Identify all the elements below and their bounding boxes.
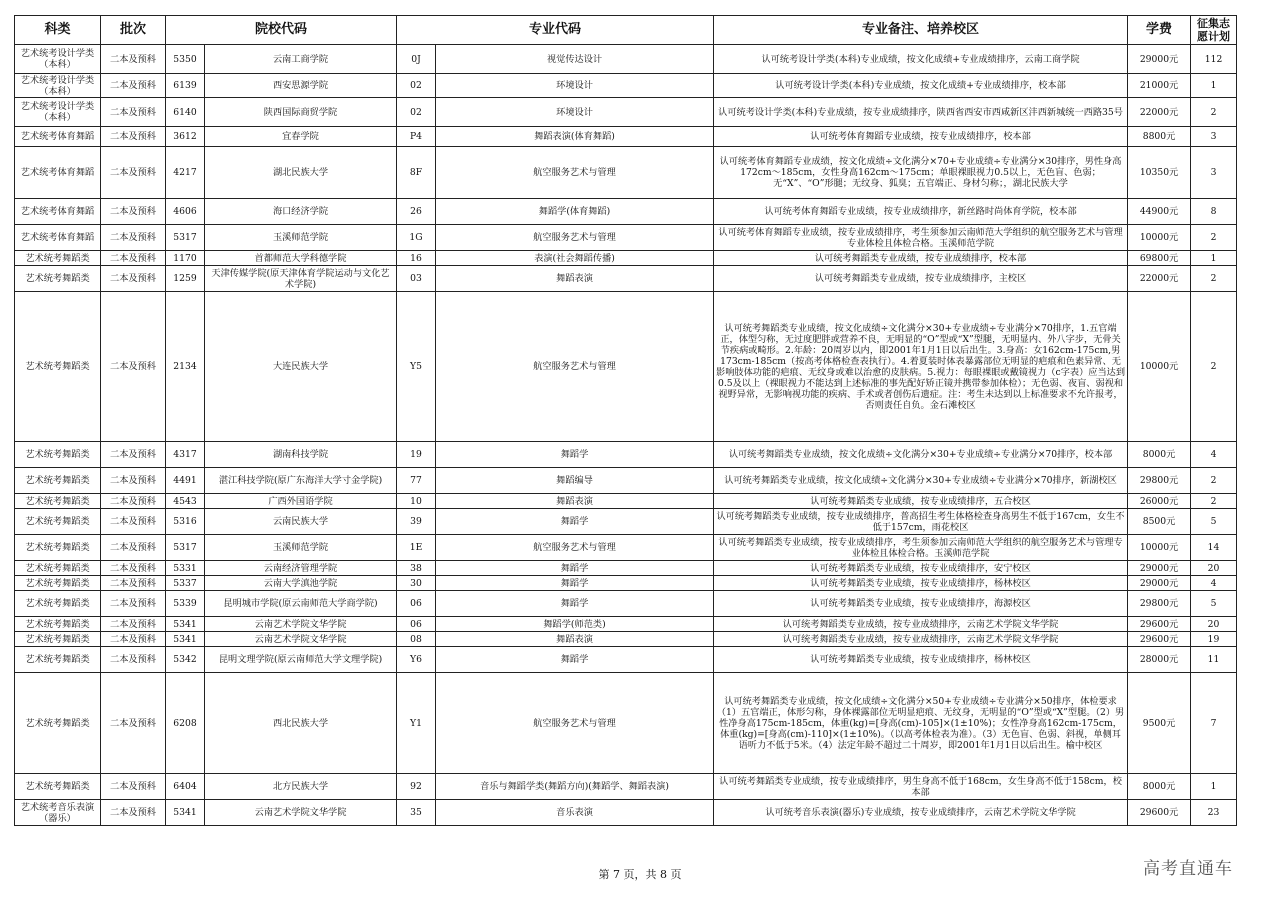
cell-batch: 二本及预科 — [101, 576, 166, 591]
cell-batch: 二本及预科 — [101, 292, 166, 442]
cell-category: 艺术统考舞蹈类 — [15, 617, 101, 632]
table-row — [15, 632, 1237, 647]
cell-school-name: 宜春学院 — [205, 127, 397, 147]
cell-category: 艺术统考舞蹈类 — [15, 632, 101, 647]
table-row — [15, 535, 1237, 561]
cell-major-code: 03 — [397, 266, 436, 292]
cell-fee: 29600元 — [1128, 800, 1191, 826]
cell-major-name: 舞蹈学 — [436, 442, 714, 468]
cell-batch: 二本及预科 — [101, 647, 166, 673]
cell-notes: 认可统考舞蹈类专业成绩，按文化成绩÷文化满分×30+专业成绩÷专业满分×70排序，新湖校区 — [714, 468, 1128, 494]
cell-plan: 1 — [1191, 251, 1237, 266]
cell-category: 艺术统考舞蹈类 — [15, 494, 101, 509]
cell-major-name: 舞蹈学(师范类) — [436, 617, 714, 632]
admission-table — [14, 15, 1237, 826]
cell-school-name: 西北民族大学 — [205, 673, 397, 774]
cell-batch: 二本及预科 — [101, 617, 166, 632]
cell-school-name: 玉溪师范学院 — [205, 535, 397, 561]
header-school-code: 院校代码 — [166, 16, 397, 45]
cell-fee: 10000元 — [1128, 225, 1191, 251]
table-row — [15, 266, 1237, 292]
cell-school-name: 天津传媒学院(原天津体育学院运动与文化艺术学院) — [205, 266, 397, 292]
cell-school-code: 5339 — [166, 591, 205, 617]
cell-batch: 二本及预科 — [101, 509, 166, 535]
cell-notes: 认可统考舞蹈类专业成绩，按专业成绩排序，安宁校区 — [714, 561, 1128, 576]
cell-school-name: 首都师范大学科德学院 — [205, 251, 397, 266]
cell-batch: 二本及预科 — [101, 494, 166, 509]
cell-major-code: 08 — [397, 632, 436, 647]
cell-plan: 1 — [1191, 774, 1237, 800]
cell-major-code: Y6 — [397, 647, 436, 673]
cell-school-code: 1259 — [166, 266, 205, 292]
cell-batch: 二本及预科 — [101, 199, 166, 225]
table-row — [15, 774, 1237, 800]
cell-major-code: Y5 — [397, 292, 436, 442]
cell-notes: 认可统考舞蹈类专业成绩，按专业成绩排序，主校区 — [714, 266, 1128, 292]
cell-fee: 8000元 — [1128, 774, 1191, 800]
cell-school-code: 5350 — [166, 45, 205, 74]
cell-school-code: 1170 — [166, 251, 205, 266]
cell-major-code: 1E — [397, 535, 436, 561]
cell-school-code: 5341 — [166, 632, 205, 647]
cell-notes: 认可统考舞蹈类专业成绩，按专业成绩排序，五合校区 — [714, 494, 1128, 509]
cell-fee: 29600元 — [1128, 632, 1191, 647]
header-major-code: 专业代码 — [397, 16, 714, 45]
cell-major-code: 26 — [397, 199, 436, 225]
header-fee: 学费 — [1128, 16, 1191, 45]
cell-batch: 二本及预科 — [101, 774, 166, 800]
cell-major-code: 10 — [397, 494, 436, 509]
cell-fee: 10000元 — [1128, 292, 1191, 442]
cell-fee: 28000元 — [1128, 647, 1191, 673]
cell-notes: 认可统考体育舞蹈专业成绩，按专业成绩排序，新丝路时尚体育学院，校本部 — [714, 199, 1128, 225]
cell-category: 艺术统考体育舞蹈 — [15, 199, 101, 225]
page-footer: 第 7 页，共 8 页 — [598, 868, 682, 881]
cell-major-code: 38 — [397, 561, 436, 576]
cell-plan: 2 — [1191, 266, 1237, 292]
cell-fee: 10350元 — [1128, 147, 1191, 199]
table-row — [15, 468, 1237, 494]
table-row — [15, 98, 1237, 127]
cell-school-name: 海口经济学院 — [205, 199, 397, 225]
cell-batch: 二本及预科 — [101, 98, 166, 127]
cell-category: 艺术统考设计学类（本科） — [15, 98, 101, 127]
cell-school-code: 5341 — [166, 617, 205, 632]
table-row — [15, 673, 1237, 774]
cell-major-name: 航空服务艺术与管理 — [436, 292, 714, 442]
table-row — [15, 617, 1237, 632]
table-row — [15, 74, 1237, 98]
cell-notes: 认可统考音乐表演(器乐)专业成绩，按专业成绩排序，云南艺术学院文华学院 — [714, 800, 1128, 826]
cell-major-name: 舞蹈学 — [436, 561, 714, 576]
cell-school-name: 云南艺术学院文华学院 — [205, 632, 397, 647]
cell-category: 艺术统考舞蹈类 — [15, 561, 101, 576]
cell-plan: 5 — [1191, 509, 1237, 535]
cell-category: 艺术统考舞蹈类 — [15, 266, 101, 292]
cell-school-code: 3612 — [166, 127, 205, 147]
cell-category: 艺术统考体育舞蹈 — [15, 127, 101, 147]
cell-notes: 认可统考体育舞蹈专业成绩，按专业成绩排序，考生须参加云南师范大学组织的航空服务艺术与管理专业体检且体检合格。玉溪师范学院 — [714, 225, 1128, 251]
cell-plan: 1 — [1191, 74, 1237, 98]
cell-category: 艺术统考舞蹈类 — [15, 442, 101, 468]
cell-school-name: 云南艺术学院文华学院 — [205, 800, 397, 826]
cell-plan: 3 — [1191, 127, 1237, 147]
cell-school-name: 北方民族大学 — [205, 774, 397, 800]
cell-plan: 23 — [1191, 800, 1237, 826]
cell-fee: 22000元 — [1128, 266, 1191, 292]
cell-plan: 14 — [1191, 535, 1237, 561]
cell-school-name: 广西外国语学院 — [205, 494, 397, 509]
cell-batch: 二本及预科 — [101, 266, 166, 292]
cell-school-code: 2134 — [166, 292, 205, 442]
table-row — [15, 576, 1237, 591]
cell-batch: 二本及预科 — [101, 225, 166, 251]
cell-major-name: 航空服务艺术与管理 — [436, 535, 714, 561]
cell-fee: 21000元 — [1128, 74, 1191, 98]
table-row — [15, 647, 1237, 673]
cell-school-name: 昆明城市学院(原云南师范大学商学院) — [205, 591, 397, 617]
cell-school-code: 6208 — [166, 673, 205, 774]
cell-fee: 8000元 — [1128, 442, 1191, 468]
cell-batch: 二本及预科 — [101, 800, 166, 826]
cell-notes: 认可统考舞蹈类专业成绩，按文化成绩÷文化满分×30+专业成绩÷专业满分×70排序，校本部 — [714, 442, 1128, 468]
cell-major-code: P4 — [397, 127, 436, 147]
cell-category: 艺术统考设计学类（本科） — [15, 45, 101, 74]
cell-fee: 29600元 — [1128, 617, 1191, 632]
cell-batch: 二本及预科 — [101, 147, 166, 199]
cell-category: 艺术统考舞蹈类 — [15, 774, 101, 800]
cell-category: 艺术统考舞蹈类 — [15, 591, 101, 617]
cell-major-name: 航空服务艺术与管理 — [436, 147, 714, 199]
cell-school-code: 5342 — [166, 647, 205, 673]
cell-major-name: 舞蹈表演 — [436, 632, 714, 647]
cell-school-name: 云南大学滇池学院 — [205, 576, 397, 591]
cell-fee: 8500元 — [1128, 509, 1191, 535]
cell-plan: 4 — [1191, 576, 1237, 591]
cell-fee: 29000元 — [1128, 576, 1191, 591]
cell-batch: 二本及预科 — [101, 45, 166, 74]
cell-fee: 44900元 — [1128, 199, 1191, 225]
cell-notes: 认可统考舞蹈类专业成绩，按专业成绩排序，男生身高不低于168cm，女生身高不低于158cm，校本部 — [714, 774, 1128, 800]
cell-notes: 认可统考舞蹈类专业成绩，按专业成绩排序，杨林校区 — [714, 647, 1128, 673]
cell-notes: 认可统考设计学类(本科)专业成绩，按文化成绩+专业成绩排序，云南工商学院 — [714, 45, 1128, 74]
cell-plan: 2 — [1191, 494, 1237, 509]
brand-watermark: 高考直通车 — [1143, 859, 1233, 879]
cell-category: 艺术统考设计学类（本科） — [15, 74, 101, 98]
cell-fee: 29000元 — [1128, 561, 1191, 576]
cell-school-code: 4606 — [166, 199, 205, 225]
cell-major-code: 02 — [397, 74, 436, 98]
cell-notes: 认可统考舞蹈类专业成绩，按专业成绩排序，云南艺术学院文华学院 — [714, 632, 1128, 647]
cell-major-name: 舞蹈表演(体育舞蹈) — [436, 127, 714, 147]
cell-plan: 2 — [1191, 225, 1237, 251]
cell-school-name: 云南民族大学 — [205, 509, 397, 535]
cell-major-code: 19 — [397, 442, 436, 468]
table-row — [15, 225, 1237, 251]
cell-fee: 29800元 — [1128, 591, 1191, 617]
cell-school-code: 5316 — [166, 509, 205, 535]
table-row — [15, 800, 1237, 826]
cell-school-name: 昆明文理学院(原云南师范大学文理学院) — [205, 647, 397, 673]
cell-school-code: 5331 — [166, 561, 205, 576]
table-row — [15, 509, 1237, 535]
cell-school-name: 云南艺术学院文华学院 — [205, 617, 397, 632]
cell-plan: 2 — [1191, 98, 1237, 127]
cell-notes: 认可统考设计学类(本科)专业成绩，按专业成绩排序，陕西省西安市西咸新区沣西新城统一西路35号 — [714, 98, 1128, 127]
cell-major-name: 舞蹈学 — [436, 591, 714, 617]
table-row — [15, 561, 1237, 576]
table-row — [15, 292, 1237, 442]
cell-plan: 4 — [1191, 442, 1237, 468]
cell-major-name: 舞蹈表演 — [436, 494, 714, 509]
cell-batch: 二本及预科 — [101, 251, 166, 266]
cell-major-code: 35 — [397, 800, 436, 826]
cell-notes: 认可统考舞蹈类专业成绩，按专业成绩排序，普高招生考生体格检查身高男生不低于167cm，女生不低于157cm，雨花校区 — [714, 509, 1128, 535]
cell-plan: 2 — [1191, 292, 1237, 442]
cell-batch: 二本及预科 — [101, 673, 166, 774]
cell-fee: 29000元 — [1128, 45, 1191, 74]
cell-fee: 22000元 — [1128, 98, 1191, 127]
cell-notes: 认可统考舞蹈类专业成绩，按专业成绩排序，海源校区 — [714, 591, 1128, 617]
cell-major-code: 39 — [397, 509, 436, 535]
cell-school-code: 4543 — [166, 494, 205, 509]
cell-major-name: 音乐与舞蹈学类(舞蹈方向)(舞蹈学、舞蹈表演) — [436, 774, 714, 800]
cell-batch: 二本及预科 — [101, 535, 166, 561]
cell-batch: 二本及预科 — [101, 561, 166, 576]
cell-major-code: 92 — [397, 774, 436, 800]
table-row — [15, 591, 1237, 617]
cell-batch: 二本及预科 — [101, 127, 166, 147]
cell-plan: 11 — [1191, 647, 1237, 673]
cell-category: 艺术统考舞蹈类 — [15, 509, 101, 535]
cell-notes: 认可统考体育舞蹈专业成绩，按专业成绩排序，校本部 — [714, 127, 1128, 147]
cell-category: 艺术统考音乐表演（器乐） — [15, 800, 101, 826]
cell-notes: 认可统考设计学类(本科)专业成绩，按文化成绩+专业成绩排序，校本部 — [714, 74, 1128, 98]
cell-major-name: 视觉传达设计 — [436, 45, 714, 74]
table-row — [15, 442, 1237, 468]
cell-major-name: 环境设计 — [436, 74, 714, 98]
cell-notes: 认可统考舞蹈类专业成绩，按专业成绩排序，考生须参加云南师范大学组织的航空服务艺术与管理专业体检且体检合格。玉溪师范学院 — [714, 535, 1128, 561]
cell-plan: 19 — [1191, 632, 1237, 647]
table-row — [15, 147, 1237, 199]
cell-school-name: 湖北民族大学 — [205, 147, 397, 199]
cell-school-code: 4217 — [166, 147, 205, 199]
cell-batch: 二本及预科 — [101, 442, 166, 468]
cell-category: 艺术统考舞蹈类 — [15, 468, 101, 494]
cell-category: 艺术统考舞蹈类 — [15, 535, 101, 561]
table-row — [15, 127, 1237, 147]
cell-school-code: 6139 — [166, 74, 205, 98]
cell-plan: 8 — [1191, 199, 1237, 225]
cell-school-name: 陕西国际商贸学院 — [205, 98, 397, 127]
cell-notes: 认可统考体育舞蹈专业成绩，按文化成绩÷文化满分×70+专业成绩÷专业满分×30排序，男性身高172cm～185cm，女性身高162cm～175cm；单眼裸眼视力0.5以上，无色盲、色弱；无“X”、“O”形腿；无纹身、狐臭；五官端正、身材匀称；，湖北民族大学 — [714, 147, 1128, 199]
cell-fee: 8800元 — [1128, 127, 1191, 147]
header-plan: 征集志愿计划 — [1191, 16, 1237, 45]
cell-major-name: 舞蹈学 — [436, 509, 714, 535]
cell-major-name: 表演(社会舞蹈传播) — [436, 251, 714, 266]
cell-notes: 认可统考舞蹈类专业成绩，按文化成绩÷文化满分×30+专业成绩÷专业满分×70排序，1.五官端正，体型匀称，无过度肥胖或营养不良，无明显的“O”型或“X”型腿，无明显内、外八字步，无骨关节疾病或畸形。2.年龄：20周岁以内，即2001年1月1日以后出生。3.身高：女162cm-175cm,男173cm-185cm（按高考体格检查表执行）。4.着夏装时体表暴露部位无明显的疤痕和色素异常、无影响肢体功能的疤痕、无纹身或难以治愈的皮肤病。5.视力：每眼裸眼或戴镜视力（c字表）应当达到0.5及以上（裸眼视力不能达到上述标准的事先配好矫正镜并携带参加体检）；无色弱、夜盲、弱视和视野异常，无影响视功能的疾病、手术或者创伤后遗症。注：考生未达到以上标准要求不允许报考，否则责任自负。金石滩校区 — [714, 292, 1128, 442]
cell-plan: 5 — [1191, 591, 1237, 617]
table-row — [15, 251, 1237, 266]
cell-major-code: 06 — [397, 591, 436, 617]
table-body — [15, 45, 1237, 826]
cell-category: 艺术统考舞蹈类 — [15, 292, 101, 442]
cell-major-code: Y1 — [397, 673, 436, 774]
cell-school-code: 4491 — [166, 468, 205, 494]
cell-fee: 10000元 — [1128, 535, 1191, 561]
cell-plan: 7 — [1191, 673, 1237, 774]
cell-school-code: 5317 — [166, 535, 205, 561]
cell-batch: 二本及预科 — [101, 591, 166, 617]
table-row — [15, 494, 1237, 509]
cell-major-name: 舞蹈编导 — [436, 468, 714, 494]
cell-category: 艺术统考舞蹈类 — [15, 576, 101, 591]
cell-category: 艺术统考舞蹈类 — [15, 673, 101, 774]
cell-batch: 二本及预科 — [101, 74, 166, 98]
cell-school-code: 5337 — [166, 576, 205, 591]
cell-category: 艺术统考体育舞蹈 — [15, 225, 101, 251]
cell-school-code: 4317 — [166, 442, 205, 468]
cell-major-name: 舞蹈学 — [436, 576, 714, 591]
cell-major-name: 航空服务艺术与管理 — [436, 673, 714, 774]
cell-school-name: 云南经济管理学院 — [205, 561, 397, 576]
cell-fee: 69800元 — [1128, 251, 1191, 266]
header-category: 科类 — [15, 16, 101, 45]
cell-major-name: 航空服务艺术与管理 — [436, 225, 714, 251]
cell-plan: 112 — [1191, 45, 1237, 74]
cell-plan: 20 — [1191, 561, 1237, 576]
cell-school-name: 大连民族大学 — [205, 292, 397, 442]
cell-notes: 认可统考舞蹈类专业成绩，按专业成绩排序，云南艺术学院文华学院 — [714, 617, 1128, 632]
cell-school-code: 6140 — [166, 98, 205, 127]
cell-batch: 二本及预科 — [101, 632, 166, 647]
cell-major-name: 音乐表演 — [436, 800, 714, 826]
cell-batch: 二本及预科 — [101, 468, 166, 494]
header-row — [15, 16, 1237, 45]
header-notes: 专业备注、培养校区 — [714, 16, 1128, 45]
cell-major-code: 30 — [397, 576, 436, 591]
cell-major-name: 舞蹈学(体育舞蹈) — [436, 199, 714, 225]
cell-school-code: 6404 — [166, 774, 205, 800]
cell-notes: 认可统考舞蹈类专业成绩，按专业成绩排序，杨林校区 — [714, 576, 1128, 591]
cell-school-name: 西安思源学院 — [205, 74, 397, 98]
cell-school-code: 5317 — [166, 225, 205, 251]
cell-school-code: 5341 — [166, 800, 205, 826]
cell-plan: 3 — [1191, 147, 1237, 199]
header-batch: 批次 — [101, 16, 166, 45]
table-row — [15, 199, 1237, 225]
cell-major-code: 06 — [397, 617, 436, 632]
cell-major-code: 0J — [397, 45, 436, 74]
cell-category: 艺术统考舞蹈类 — [15, 251, 101, 266]
cell-major-name: 环境设计 — [436, 98, 714, 127]
cell-plan: 2 — [1191, 468, 1237, 494]
cell-notes: 认可统考舞蹈类专业成绩，按专业成绩排序，校本部 — [714, 251, 1128, 266]
cell-notes: 认可统考舞蹈类专业成绩，按文化成绩÷文化满分×50+专业成绩÷专业满分×50排序，体检要求（1）五官端正，体形匀称，身体裸露部位无明显疤痕、无纹身，无明显的“O”型或“X”型腿。（2）男性净身高175cm-185cm，体重(kg)=[身高(cm)-105]×(1±10%)；女性净身高162cm-175cm，体重(kg)=[身高(cm)-110]×(1±10%)。（以高考体检表为准）。（3）无色盲、色弱、斜视，单侧耳语听力不低于5米。（4）法定年龄不超过二十周岁，即2001年1月1日以后出生。榆中校区 — [714, 673, 1128, 774]
cell-fee: 26000元 — [1128, 494, 1191, 509]
cell-school-name: 玉溪师范学院 — [205, 225, 397, 251]
cell-fee: 9500元 — [1128, 673, 1191, 774]
cell-major-code: 8F — [397, 147, 436, 199]
cell-school-name: 云南工商学院 — [205, 45, 397, 74]
cell-school-name: 湛江科技学院(原广东海洋大学寸金学院) — [205, 468, 397, 494]
cell-school-name: 湖南科技学院 — [205, 442, 397, 468]
cell-major-code: 02 — [397, 98, 436, 127]
cell-major-code: 16 — [397, 251, 436, 266]
cell-fee: 29800元 — [1128, 468, 1191, 494]
table-row — [15, 45, 1237, 74]
cell-major-name: 舞蹈学 — [436, 647, 714, 673]
cell-category: 艺术统考体育舞蹈 — [15, 147, 101, 199]
cell-plan: 20 — [1191, 617, 1237, 632]
cell-category: 艺术统考舞蹈类 — [15, 647, 101, 673]
cell-major-name: 舞蹈表演 — [436, 266, 714, 292]
cell-major-code: 77 — [397, 468, 436, 494]
cell-major-code: 1G — [397, 225, 436, 251]
